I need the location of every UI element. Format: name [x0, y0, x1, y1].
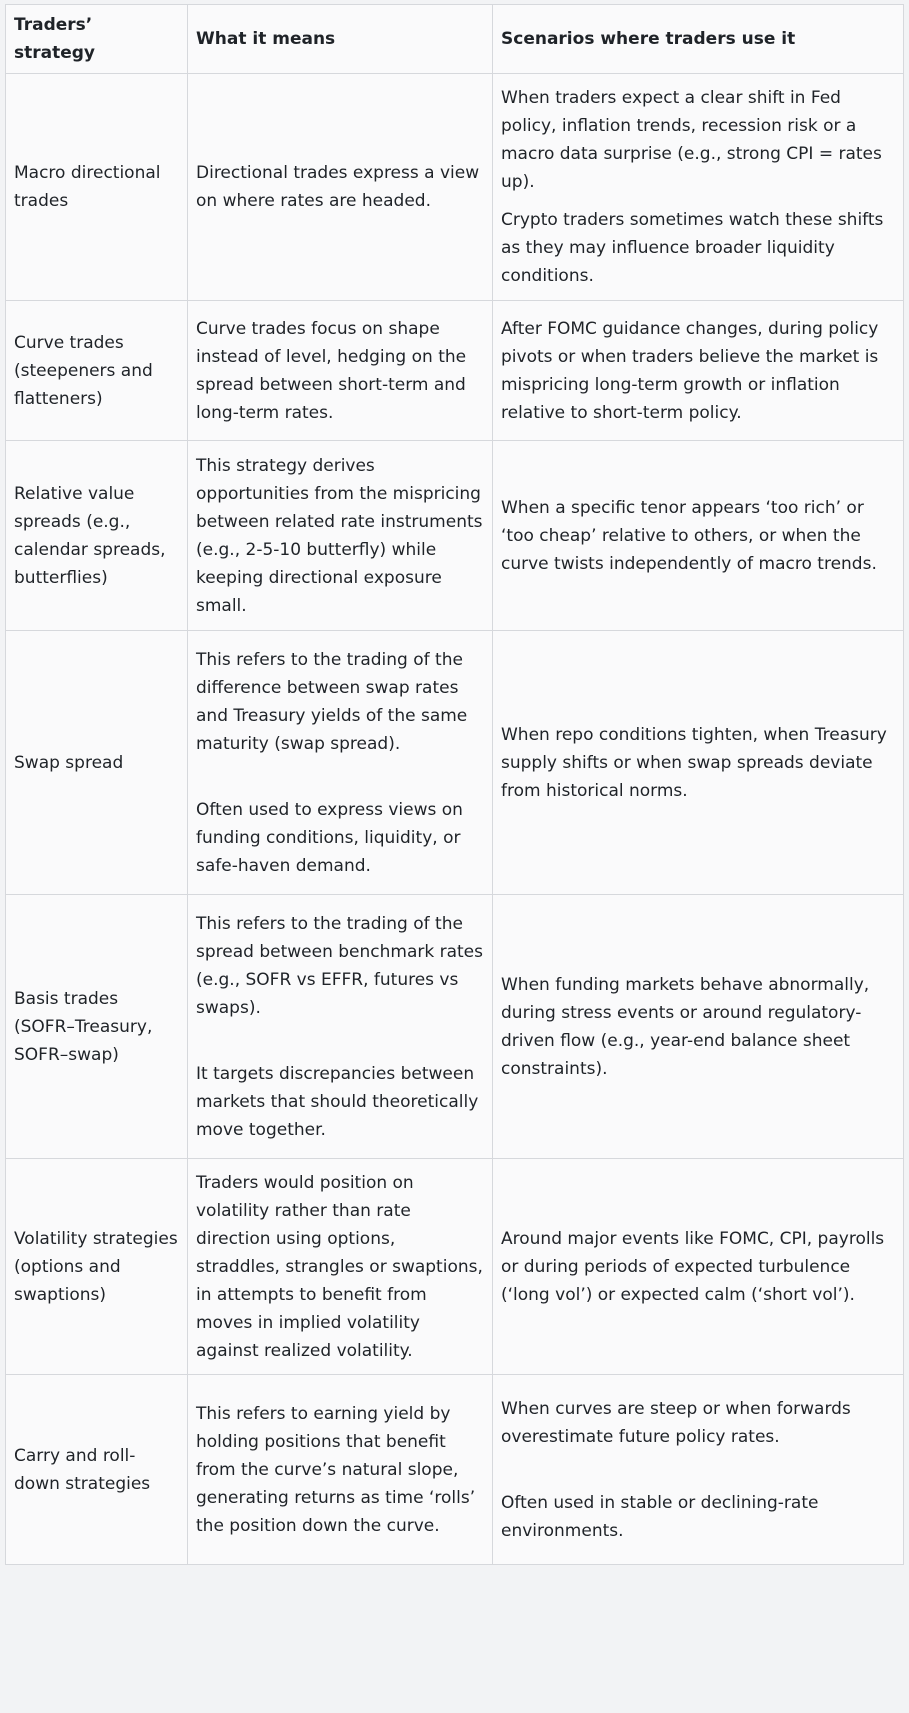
strategy-name: Macro directional trades — [14, 163, 161, 211]
meaning-cell — [188, 74, 493, 301]
strategy-cell — [6, 74, 188, 301]
meaning-text: This strategy derives opportunities from the mispricing between related rate instruments (e.g., 2-5-10 butterfly) while keeping directional exposure small. — [196, 455, 483, 616]
meaning-text: Curve trades focus on shape instead of level, hedging on the spread between short-term and long-term rates. — [196, 318, 467, 423]
meaning-cell — [188, 1159, 493, 1375]
meaning-text: Traders would position on volatility rather than rate direction using options, straddles, strangles or swaptions, in attempts to benefit from moves in implied volatility against realized volatility. — [196, 1172, 483, 1361]
scenario-text: When repo conditions tighten, when Treasury supply shifts or when swap spreads deviate from historical norms. — [501, 724, 887, 801]
scenario-text: When funding markets behave abnormally, during stress events or around regulatory-driven flow (e.g., year-end balance sheet constraints). — [501, 974, 870, 1079]
scenarios-cell — [493, 1159, 904, 1375]
strategy-name: Swap spread — [14, 752, 124, 773]
meaning-text: This refers to the trading of the difference between swap rates and Treasury yields of the same maturity (swap spread). — [196, 649, 468, 754]
strategy-table — [5, 4, 904, 1565]
table-row — [6, 74, 904, 301]
scenarios-cell — [493, 301, 904, 441]
header-meaning: What it means — [188, 5, 493, 74]
scenarios-cell — [493, 631, 904, 895]
table-row — [6, 301, 904, 441]
strategy-name: Curve trades (steepeners and flatteners) — [14, 332, 153, 409]
strategy-name: Volatility strategies (options and swaptions) — [14, 1228, 178, 1305]
meaning-cell — [188, 441, 493, 631]
strategy-name: Relative value spreads (e.g., calendar spreads, butterflies) — [14, 483, 166, 588]
strategy-cell — [6, 441, 188, 631]
scenarios-cell — [493, 895, 904, 1159]
meaning-text: It targets discrepancies between markets that should theoretically move together. — [196, 1063, 479, 1140]
scenarios-cell — [493, 1375, 904, 1565]
meaning-text: Often used to express views on funding conditions, liquidity, or safe-haven demand. — [196, 799, 463, 876]
meaning-cell — [188, 301, 493, 441]
strategy-cell — [6, 895, 188, 1159]
table-row — [6, 1375, 904, 1565]
scenario-text: When curves are steep or when forwards overestimate future policy rates. — [501, 1398, 851, 1447]
strategy-cell — [6, 301, 188, 441]
scenarios-cell — [493, 74, 904, 301]
header-strategy: Traders’ strategy — [6, 5, 188, 74]
scenario-text: Around major events like FOMC, CPI, payrolls or during periods of expected turbulence (‘long vol’) or expected calm (‘short vol’). — [501, 1228, 885, 1305]
table-row — [6, 1159, 904, 1375]
scenario-text: When a specific tenor appears ‘too rich’ or ‘too cheap’ relative to others, or when the curve twists independently of macro trends. — [501, 497, 877, 574]
meaning-text: Directional trades express a view on where rates are headed. — [196, 163, 480, 211]
table-row — [6, 441, 904, 631]
strategy-cell — [6, 631, 188, 895]
strategy-name: Carry and roll-down strategies — [14, 1445, 151, 1494]
meaning-cell — [188, 895, 493, 1159]
strategy-table-container — [5, 4, 903, 1565]
scenarios-cell — [493, 441, 904, 631]
meaning-text: This refers to earning yield by holding positions that benefit from the curve’s natural slope, generating returns as time ‘rolls’ the position down the curve. — [196, 1403, 476, 1536]
meaning-cell — [188, 1375, 493, 1565]
meaning-text: This refers to the trading of the spread between benchmark rates (e.g., SOFR vs EFFR, futures vs swaps). — [196, 913, 483, 1018]
table-row — [6, 631, 904, 895]
scenario-text: After FOMC guidance changes, during policy pivots or when traders believe the market is mispricing long-term growth or inflation relative to short-term policy. — [501, 318, 879, 423]
scenario-text: When traders expect a clear shift in Fed policy, inflation trends, recession risk or a macro data surprise (e.g., strong CPI = rates up). — [501, 88, 882, 192]
scenario-text: Often used in stable or declining-rate environments. — [501, 1492, 819, 1541]
strategy-cell — [6, 1375, 188, 1565]
strategy-cell — [6, 1159, 188, 1375]
strategy-name: Basis trades (SOFR–Treasury, SOFR–swap) — [14, 988, 153, 1065]
table-row — [6, 895, 904, 1159]
header-scenarios: Scenarios where traders use it — [493, 5, 904, 74]
scenario-text: Crypto traders sometimes watch these shifts as they may influence broader liquidity conditions. — [501, 210, 884, 286]
table-header-row — [6, 5, 904, 74]
meaning-cell — [188, 631, 493, 895]
